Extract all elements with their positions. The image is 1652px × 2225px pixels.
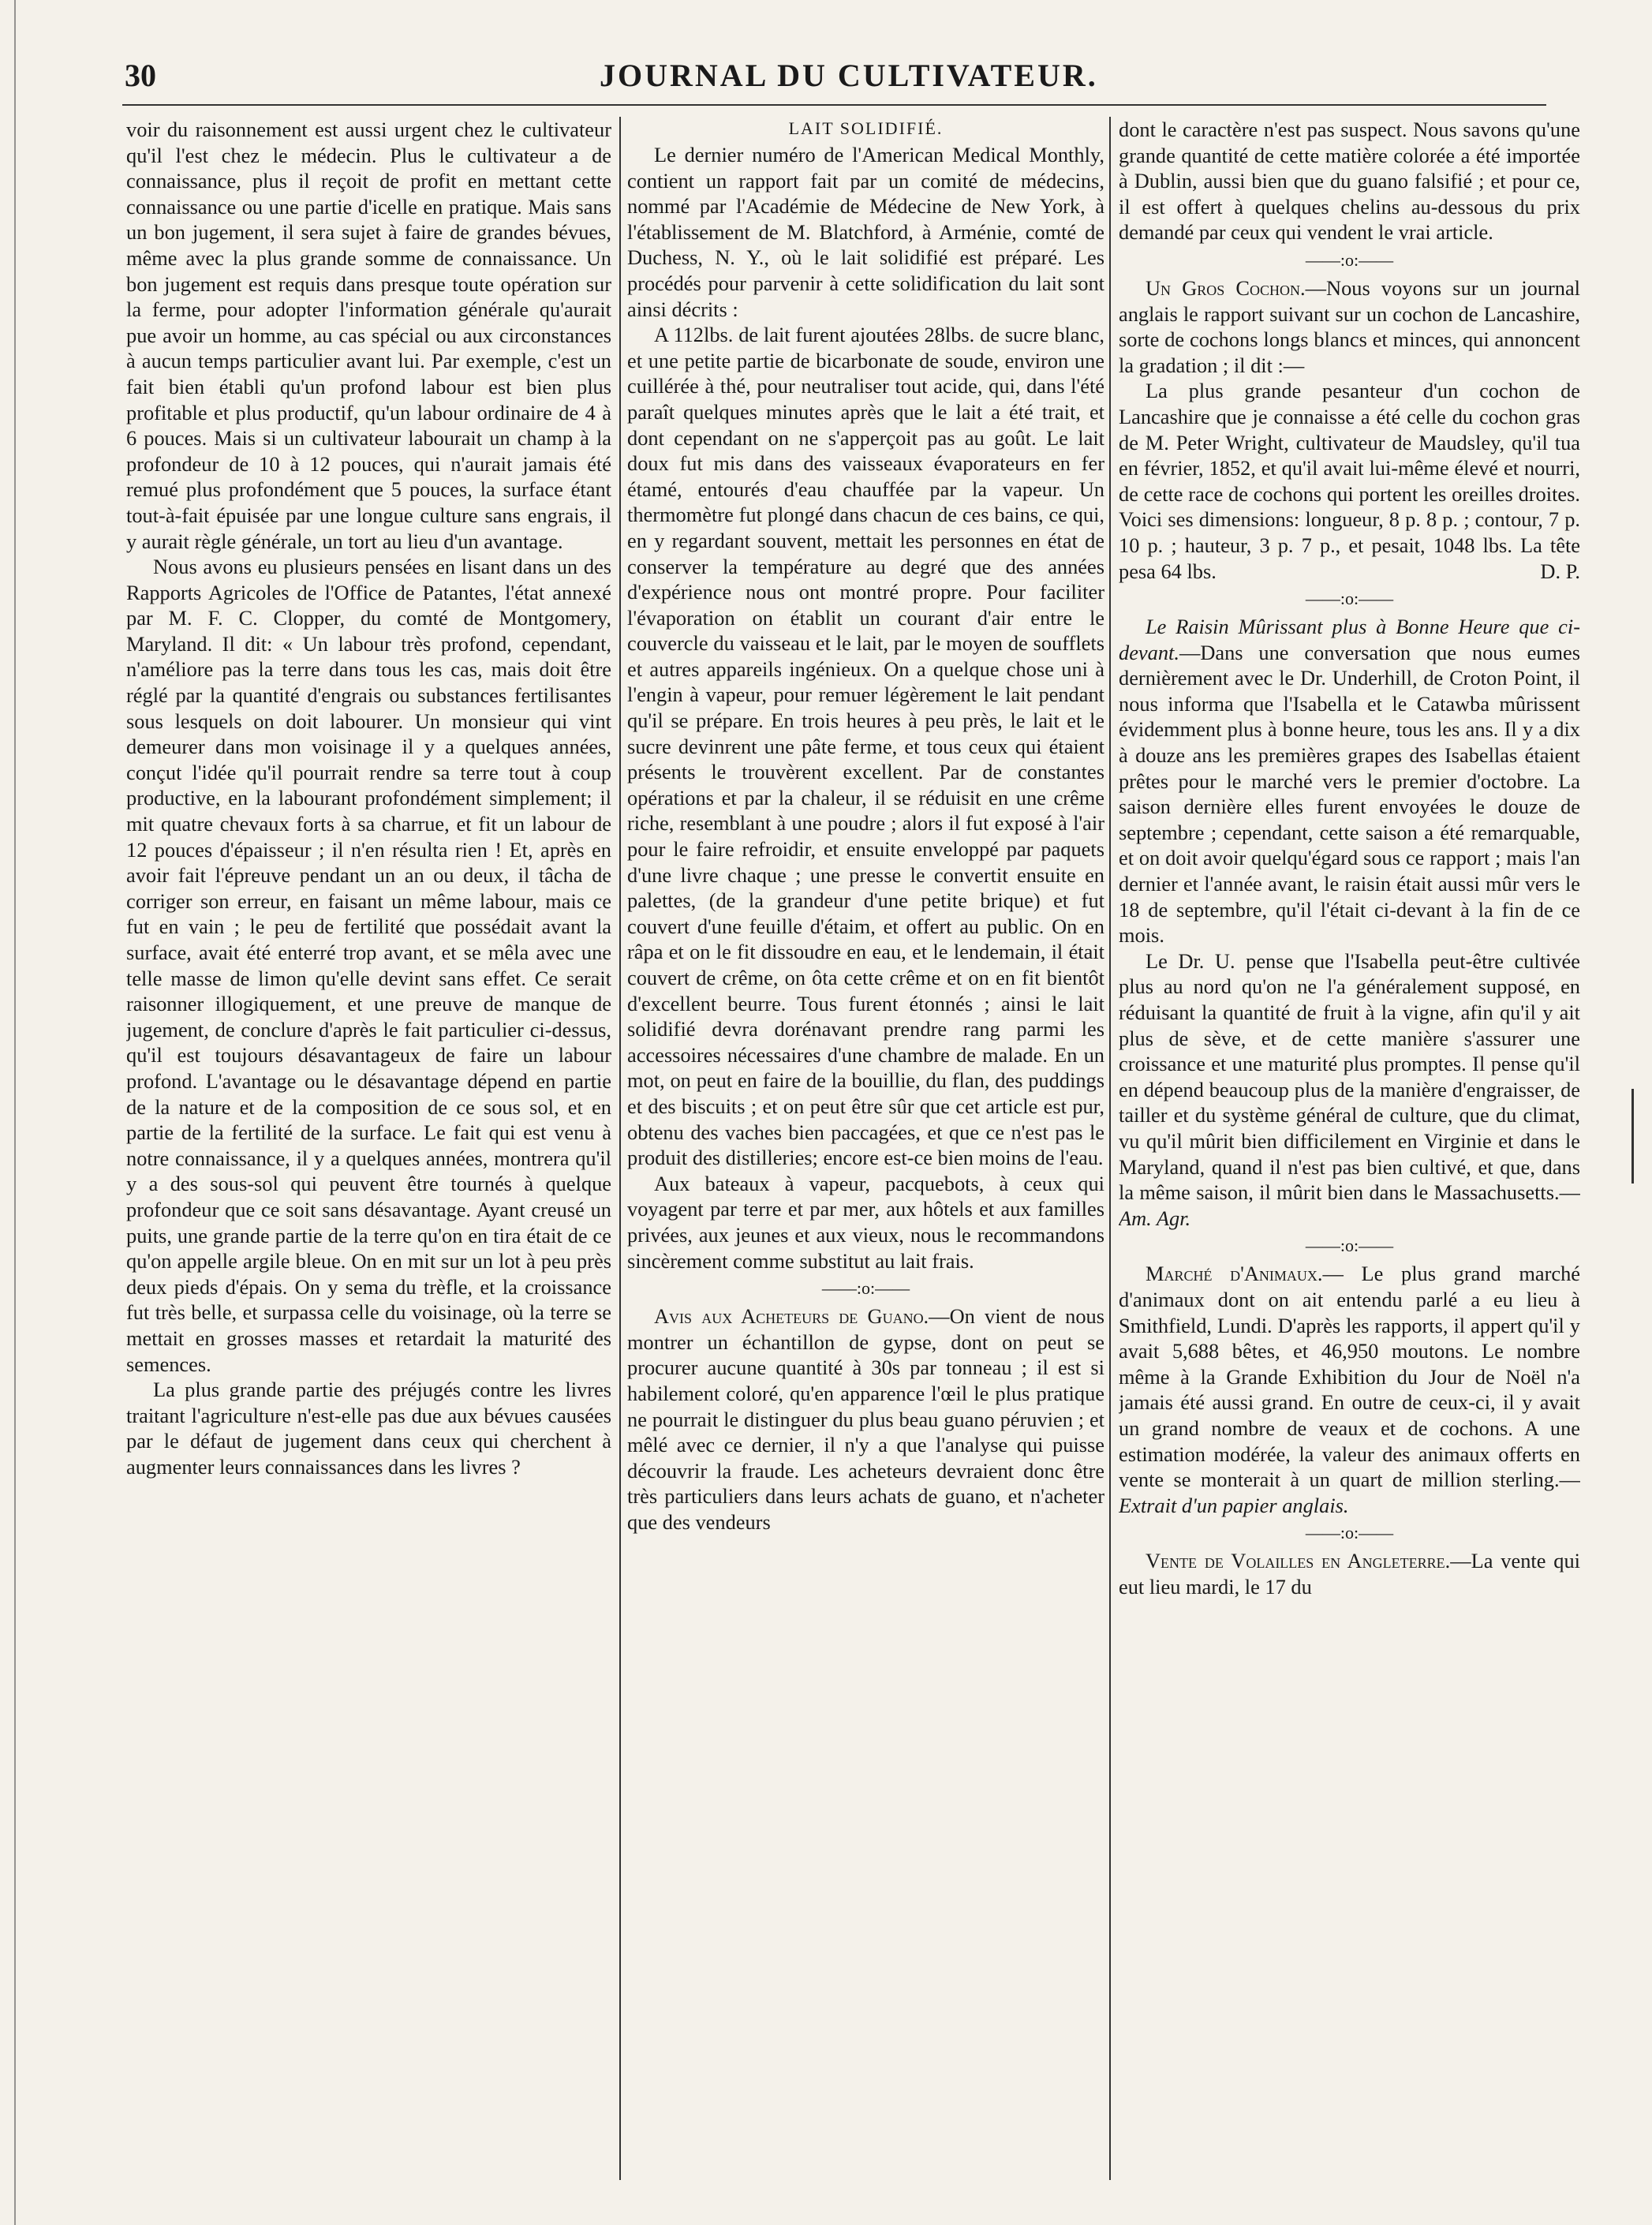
- poultry-title: Vente de Volailles en Angleterre.: [1146, 1549, 1451, 1573]
- column-rule-1: [619, 117, 621, 2180]
- page-number: 30: [125, 58, 156, 93]
- grape-body: Le Dr. U. pense que l'Isabella peut-être cultivée plus au nord qu'on ne l'a généralement supposé, en réduisant la quantité de fruit à la vigne, afin qu'il y ait plus de sève, et de cette manière s'assurer une croissance et une maturité plus promptes. Il pense qu'il en dépend beaucoup plus de la manière d'engraisser, de tailler et du système général de culture, que du climat, vu qu'il mûrit bien difficilement en Virginie et dans le Maryland, quand il n'est pas bien cultivé, et que, dans la même saison, il mûrit bien dans le Massachusetts.—: [1119, 948, 1580, 1205]
- guano-paragraph: [627, 1303, 1104, 1535]
- grape-text: —Dans une conversation que nous eumes dernièrement avec le Dr. Underhill, de Croton Point, il nous informa que l'Isabella et le Catawba mûrissent évidemment plus à bonne heure, tous les ans. Il y a dix à douze ans les premières grapes des Isabellas étaient prêtes pour le marché vers le premier d'octobre. La saison dernière elles furent envoyées le douze de septembre ; cependant, cette saison a été remarquable, et on doit avoir quelqu'égard sous ce rapport ; mais l'an dernier et l'année avant, le raisin était aussi mûr vers le 18 de septembre, qu'il l'était ci-devant à la fin de ce mois.: [1119, 640, 1580, 948]
- grape-paragraph-1: [1119, 614, 1580, 948]
- pig-paragraph-2: [1119, 378, 1580, 584]
- header-rule: [122, 104, 1546, 106]
- section-divider: ——:o:——: [1305, 1236, 1394, 1256]
- guano-text: —On vient de nous montrer un échantillon de gypse, dont on peut se procurer aucune quantité à 30s par tonneau ; il est si habilement coloré, qu'en apparence l'œil le plus pratique ne pourrait le distinguer du plus beau guano péruvien ; et mêlé avec ce dernier, il n'y a que l'analyse qui puisse découvrir la fraude. Les acheteurs devraient donc être très particuliers dans leurs achats de guano, et n'acheter que des vendeurs: [627, 1304, 1104, 1534]
- col1-paragraph-2: Nous avons eu plusieurs pensées en lisant dans un des Rapports Agricoles de l'Office de Patantes, l'état annexé par M. F. C. Clopper, du comté de Montgomery, Maryland. Il dit: « Un labour très profond, cependant, n'améliore pas la terre dans tous les cas, mais doit être réglé par la quantité d'engrais ou substances fertilisantes sous lesquels on doit labourer. Un monsieur qui vint demeurer dans mon voisinage il y a quelques années, conçut l'idée qu'il pourrait rendre sa terre tout à coup productive, en la labourant profondément simplement; il mit quatre chevaux forts à sa charrue, et fit un labour de 12 pouces d'épaisseur ; il n'en résulta rien ! Et, après en avoir fait l'épreuve pendant un an ou deux, il tâcha de corriger son erreur, en faisant un même labour, mais ce fut en vain ; le peu de fertilité que possédait avant la surface, avait été enterré trop avant, et se mêla avec une telle masse de limon qu'elle devint sans effet. Ce serait raisonner illogiquement, et une preuve de manque de jugement, de conclure d'après le fait particulier ci-dessus, qu'il est toujours désavantageux de faire un labour profond. L'avantage ou le désavantage dépend en partie de la nature et de la composition de ce sous sol, et en partie de la fertilité de la surface. Le fait qui est venu à notre connaissance, il y a quelques années, montrera qu'il y a des sous-sol qui peuvent être tournés à quelque profondeur que ce soit sans désavantage. Ayant creusé un puits, une grande partie de la terre qu'on en tira était de ce qu'on appelle argile bleue. On en mit sur un lot à peu près deux pieds d'épais. On y sema du trèfle, et la croissance fut très belle, et surpassa celle du voisinage, où la terre se mettait en grosses masses et retardait la maturité des semences.: [126, 555, 611, 1376]
- pig-text: —Nous voyons sur un journal anglais le rapport suivant sur un cochon de Lancashire, sorte de cochons longs blancs et minces, qui annoncent la gradation ; il dit :—: [1119, 275, 1580, 377]
- guano-continuation: dont le caractère n'est pas suspect. Nous savons qu'une grande quantité de cette matière colorée a été importée à Dublin, aussi bien que du guano falsifié ; et pour ce, il est offert à quelques chelins au-dessous du prix demandé par ceux qui vendent le vrai article.: [1119, 118, 1580, 245]
- guano-title: Avis aux Acheteurs de Guano.: [654, 1304, 929, 1329]
- binding-edge-rule: [14, 0, 16, 2225]
- section-divider: ——:o:——: [821, 1278, 910, 1299]
- milk-paragraph-2: A 112lbs. de lait furent ajoutées 28lbs. de sucre blanc, et une petite partie de bicarbonate de soude, environ une cuillérée à thé, pour neutraliser tout acide, qui, dans l'été paraît quelques minutes après que le lait a été trait, et dont cependant on ne s'apperçoit pas au goût. Le lait doux fut mis dans des vaisseaux évaporateurs en fer étamé, entourés d'eau chauffée par la vapeur. Un thermomètre fut plongé dans chacun de ces bains, ce qui, en y regardant souvent, mettait les personnes en état de conserver la température au degré que des années d'expérience nous ont montré propre. Pour faciliter l'évaporation on établit un courant d'air entre le couvercle du vaisseau et le lait, par le moyen de soufflets et autres appareils ingénieux. On a quelque chose uni à l'engin à vapeur, pour remuer légèrement le lait pendant qu'il se prépare. En trois heures à peu près, le lait et le sucre devinrent une pâte ferme, et tous ceux qui étaient présents le trouvèrent excellent. Par de constantes opérations et par la chaleur, il se réduisit en une crême riche, resemblant à une poudre ; alors il fut exposé à l'air pour le faire refroidir, et ensuite enveloppé par paquets d'une livre chaque ; une presse le convertit ensuite en palettes, (de la grandeur d'une petite brique) et fut couvert d'une feuille d'étaim, et offert au public. On en râpa et on le fit dissoudre en eau, et le lendemain, il était couvert de crême, on ôta cette crême et on en fit bientôt d'excellent beurre. Tous furent étonnés ; ainsi le lait solidifié devra dorénavant prendre rang parmi les accessoires nécessaires d'une chambre de malade. En un mot, on peut en faire de la bouillie, du flan, des puddings et des biscuits ; et on peut être sûr que cet article est pur, obtenu des vaches bien paccagées, et que ce n'est pas le produit des distilleries; encore est-ce bien moins de l'eau.: [627, 323, 1104, 1170]
- cattle-source: Extrait d'un papier anglais.: [1119, 1493, 1349, 1517]
- col1-paragraph-1: voir du raisonnement est aussi urgent chez le cultivateur qu'il l'est chez le médecin. Plus le cultivateur a de connaissance, plus il reçoit de profit en mettant cette connaissance ou une partie d'icelle en pratique. Mais sans un bon jugement, il sera sujet à faire de grandes bévues, même avec la plus grande somme de connaissance. Un bon jugement est requis dans presque toute opération sur la ferme, pour adopter l'information générale qu'aurait pue avoir un homme, au cas spécial ou aux circonstances à aucun temps particulier avant lui. Par exemple, c'est un fait bien établi qu'un profond labour est bien plus profitable et plus productif, qu'un labour ordinaire de 4 à 6 pouces. Mais si un cultivateur labourait un champ à la profondeur de 10 à 12 pouces, qui n'aurait jamais été remué plus profondément que 5 pouces, la surface étant tout-à-fait épuisée par une longue culture sans engrais, il y aurait règle générale, un tort au lieu d'un avantage.: [126, 118, 611, 553]
- pig-body: La plus grande pesanteur d'un cochon de Lancashire que je connaisse a été celle du cochon gras de M. Peter Wright, cultivateur de Maudsley, qu'il tua en février, 1852, et qu'il avait lui-même élevé et nourri, de cette race de cochons qui portent les oreilles droites. Voici ses dimensions: longueur, 8 p. 8 p. ; contour, 7 p. 10 p. ; hauteur, 3 p. 7 p., et pesait, 1048 lbs. La tête pesa 64 lbs.: [1119, 379, 1580, 583]
- pig-paragraph-1: [1119, 275, 1580, 378]
- grape-title: Le Raisin Mûrissant plus à Bonne Heure que ci-devant.: [1119, 615, 1580, 664]
- section-divider: ——:o:——: [1305, 589, 1394, 609]
- cattle-paragraph: [1119, 1261, 1580, 1518]
- section-divider: ——:o:——: [1305, 249, 1394, 270]
- column-1: [126, 117, 611, 2184]
- pig-signature: D. P.: [1540, 559, 1580, 583]
- column-2: [627, 117, 1104, 2184]
- cattle-title: Marché d'Animaux.: [1146, 1262, 1323, 1286]
- poultry-text: —La vente qui eut lieu mardi, le 17 du: [1119, 1549, 1580, 1599]
- grape-source: Am. Agr.: [1119, 1206, 1191, 1230]
- article-title-lait-solidifie: LAIT SOLIDIFIÉ.: [788, 118, 944, 138]
- grape-paragraph-2: [1119, 948, 1580, 1232]
- column-rule-2: [1109, 117, 1111, 2180]
- section-divider: ——:o:——: [1305, 1523, 1394, 1543]
- margin-mark: [1631, 1089, 1634, 1184]
- running-title: JOURNAL DU CULTIVATEUR.: [600, 58, 1098, 93]
- milk-paragraph-3: Aux bateaux à vapeur, pacquebots, à ceux qui voyagent par terre et par mer, aux hôtels et aux familles privées, aux jeunes et aux vieux, nous le recommandons sincèrement comme substitut au lait frais.: [627, 1171, 1104, 1273]
- column-3: [1119, 117, 1580, 2184]
- milk-paragraph-1: Le dernier numéro de l'American Medical Monthly, contient un rapport fait par un comité de médecins, nommé par l'Académie de Médecine de New York, à l'établissement de M. Blatchford, à Arménie, comté de Duchess, N. Y., où le lait solidifié est préparé. Les procédés pour parvenir à cette solidification du lait sont ainsi décrits :: [627, 143, 1104, 321]
- pig-title: Un Gros Cochon.: [1146, 275, 1306, 300]
- poultry-paragraph: [1119, 1548, 1580, 1599]
- cattle-text: — Le plus grand marché d'animaux dont on ait entendu parlé a eu lieu à Smithfield, Lundi. D'après les rapports, il appert qu'il y avait 5,688 bêtes, et 46,950 moutons. Le nombre même à la Grande Exhibition du Jour de Noël n'a jamais été aussi grand. En outre de ceux-ci, il y avait un grand nombre de veaux et de cochons. A une estimation modérée, la valeur des animaux offerts en vente se monterait à un quart de million sterling.—: [1119, 1262, 1580, 1492]
- col1-paragraph-3: La plus grande partie des préjugés contre les livres traitant l'agriculture n'est-elle pas due aux bévues causées par le défaut de jugement dans ceux qui cherchent à augmenter leurs connaissances dans les livres ?: [126, 1378, 611, 1479]
